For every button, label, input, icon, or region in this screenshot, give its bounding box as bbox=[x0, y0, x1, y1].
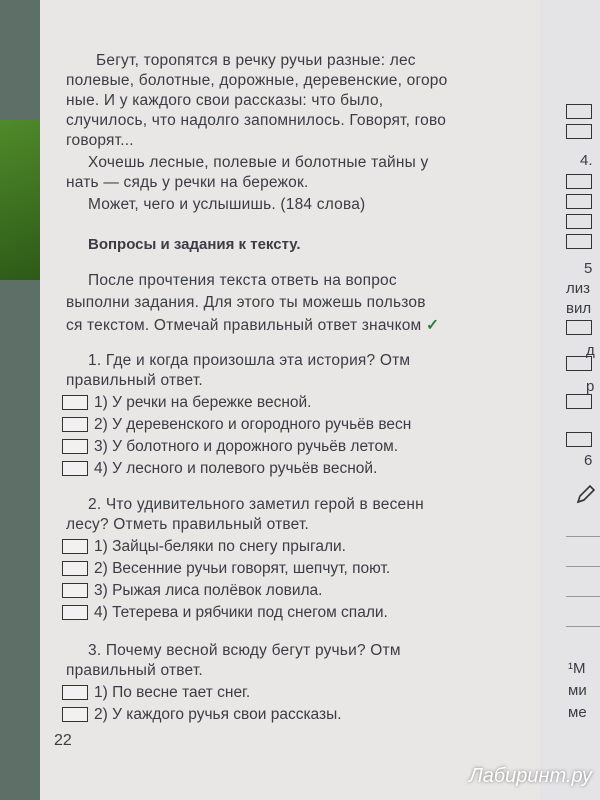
answer-checkbox[interactable] bbox=[566, 320, 592, 335]
answer-checkbox[interactable] bbox=[62, 707, 88, 722]
q1-option-3[interactable]: 3) У болотного и дорожного ручьёв летом. bbox=[62, 438, 398, 456]
passage-line: нать — сядь у речки на бережок. bbox=[66, 174, 309, 191]
answer-line bbox=[566, 596, 600, 597]
passage-line: полевые, болотные, дорожные, деревенские, огоро bbox=[66, 72, 448, 89]
answer-checkbox[interactable] bbox=[566, 174, 592, 189]
intro-line: ся текстом. Отмечай правильный ответ значком ✓ bbox=[66, 317, 440, 334]
facing-page-text: вил bbox=[566, 300, 592, 317]
facing-page-text: д bbox=[586, 342, 595, 359]
checkmark-icon: ✓ bbox=[425, 317, 440, 334]
answer-checkbox[interactable] bbox=[566, 214, 592, 229]
answer-checkbox[interactable] bbox=[566, 356, 592, 371]
answer-line bbox=[566, 536, 600, 537]
answer-checkbox[interactable] bbox=[62, 605, 88, 620]
question-2-line: лесу? Отметь правильный ответ. bbox=[66, 516, 310, 533]
q2-option-4[interactable]: 4) Тетерева и рябчики под снегом спали. bbox=[62, 604, 388, 622]
answer-line bbox=[566, 626, 600, 627]
intro-line: После прочтения текста ответь на вопрос bbox=[88, 272, 397, 289]
facing-page-text: ¹М bbox=[568, 660, 586, 677]
passage-line: Может, чего и услышишь. (184 слова) bbox=[88, 196, 366, 213]
q2-option-1[interactable]: 1) Зайцы-беляки по снегу прыгали. bbox=[62, 538, 346, 556]
answer-checkbox[interactable] bbox=[62, 461, 88, 476]
question-2-line: 2. Что удивительного заметил герой в весенн bbox=[88, 496, 424, 513]
pencil-icon bbox=[574, 484, 596, 506]
intro-line: выполни задания. Для этого ты можешь пользов bbox=[66, 294, 426, 311]
answer-checkbox[interactable] bbox=[566, 194, 592, 209]
question-3-line: правильный ответ. bbox=[66, 662, 203, 679]
answer-checkbox[interactable] bbox=[62, 583, 88, 598]
answer-line bbox=[566, 566, 600, 567]
facing-page-text: 5 bbox=[584, 260, 593, 277]
q1-option-2[interactable]: 2) У деревенского и огородного ручьёв весн bbox=[62, 416, 411, 434]
passage-line: Бегут, торопятся в речку ручьи разные: лес bbox=[96, 52, 416, 69]
facing-page bbox=[540, 0, 600, 800]
answer-checkbox[interactable] bbox=[62, 439, 88, 454]
question-1-line: правильный ответ. bbox=[66, 372, 203, 389]
facing-page-text: р bbox=[586, 378, 595, 395]
question-3-line: 3. Почему весной всюду бегут ручьи? Отм bbox=[88, 642, 401, 659]
facing-page-text: ме bbox=[568, 704, 587, 721]
answer-checkbox[interactable] bbox=[62, 561, 88, 576]
q2-option-2[interactable]: 2) Весенние ручьи говорят, шепчут, поют. bbox=[62, 560, 390, 578]
background-book-cover bbox=[0, 120, 40, 280]
workbook-page bbox=[40, 0, 540, 800]
answer-checkbox[interactable] bbox=[566, 234, 592, 249]
q2-option-3[interactable]: 3) Рыжая лиса полёвок ловила. bbox=[62, 582, 322, 600]
facing-page-text: 6 bbox=[584, 452, 593, 469]
passage-line: Хочешь лесные, полевые и болотные тайны у bbox=[88, 154, 429, 171]
answer-checkbox[interactable] bbox=[566, 432, 592, 447]
q3-option-2[interactable]: 2) У каждого ручья свои рассказы. bbox=[62, 706, 342, 724]
facing-page-text: 4. bbox=[580, 152, 593, 169]
answer-checkbox[interactable] bbox=[62, 395, 88, 410]
answer-checkbox[interactable] bbox=[566, 394, 592, 409]
passage-line: ные. И у каждого свои рассказы: что было, bbox=[66, 92, 384, 109]
passage-line: говорят... bbox=[66, 132, 134, 149]
answer-checkbox[interactable] bbox=[62, 417, 88, 432]
q1-option-1[interactable]: 1) У речки на бережке весной. bbox=[62, 394, 312, 412]
q1-option-4[interactable]: 4) У лесного и полевого ручьёв весной. bbox=[62, 460, 377, 478]
passage-line: случилось, что надолго запомнилось. Говорят, гово bbox=[66, 112, 447, 129]
question-1-line: 1. Где и когда произошла эта история? Отм bbox=[88, 352, 411, 369]
answer-checkbox[interactable] bbox=[62, 539, 88, 554]
answer-checkbox[interactable] bbox=[566, 124, 592, 139]
facing-page-text: лиз bbox=[566, 280, 591, 297]
watermark-logo: Лабиринт.ру bbox=[469, 765, 592, 787]
q3-option-1[interactable]: 1) По весне тает снег. bbox=[62, 684, 250, 702]
answer-checkbox[interactable] bbox=[62, 685, 88, 700]
answer-checkbox[interactable] bbox=[566, 104, 592, 119]
page-number: 22 bbox=[54, 732, 72, 749]
facing-page-text: ми bbox=[568, 682, 587, 699]
section-heading: Вопросы и задания к тексту. bbox=[88, 236, 301, 253]
